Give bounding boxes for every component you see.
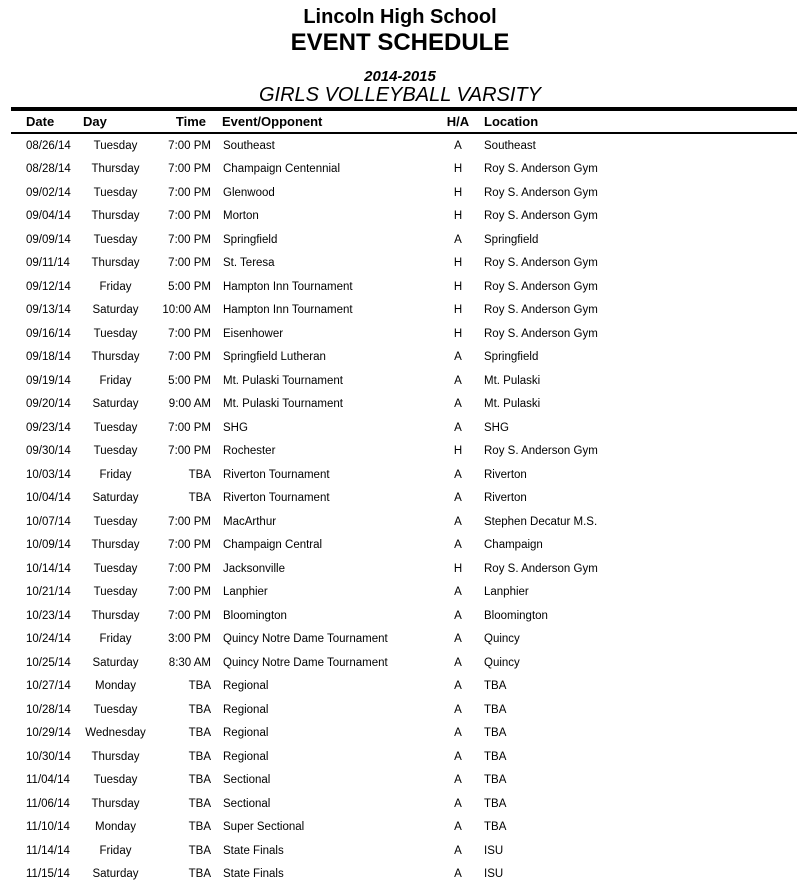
event-cell: Quincy Notre Dame Tournament [223, 656, 388, 669]
event-cell: SHG [223, 421, 248, 434]
home-away-cell: A [454, 797, 462, 810]
day-cell: Tuesday [93, 515, 138, 528]
table-row [0, 722, 800, 746]
location-cell: TBA [484, 680, 507, 693]
day-cell: Tuesday [93, 774, 138, 787]
location-cell: Springfield [484, 351, 539, 364]
time-cell: 7:00 PM [168, 539, 211, 552]
event-cell: Springfield Lutheran [223, 351, 326, 364]
day-cell: Tuesday [93, 327, 138, 340]
day-cell: Thursday [91, 351, 140, 364]
date-cell: 10/21/14 [26, 586, 71, 599]
location-cell: Champaign [484, 539, 543, 552]
day-cell: Tuesday [93, 562, 138, 575]
table-row [0, 134, 800, 158]
location-cell: Roy S. Anderson Gym [484, 163, 598, 176]
day-cell: Saturday [92, 492, 139, 505]
event-cell: Quincy Notre Dame Tournament [223, 633, 388, 646]
home-away-cell: H [453, 257, 463, 270]
date-cell: 10/09/14 [26, 539, 71, 552]
date-cell: 09/04/14 [26, 210, 71, 223]
location-cell: Roy S. Anderson Gym [484, 210, 598, 223]
location-cell: ISU [484, 844, 504, 857]
event-cell: Riverton Tournament [223, 492, 330, 505]
date-cell: 10/30/14 [26, 750, 71, 763]
table-row [0, 228, 800, 252]
event-cell: Sectional [223, 774, 271, 787]
home-away-cell: H [453, 280, 463, 293]
time-cell: 9:00 AM [168, 398, 211, 411]
school-name: Lincoln High School [303, 6, 497, 28]
time-cell: TBA [188, 844, 211, 857]
document-header [0, 0, 800, 105]
day-cell: Wednesday [85, 727, 146, 740]
day-cell: Tuesday [93, 233, 138, 246]
column-header-day: Day [83, 114, 107, 129]
time-cell: TBA [188, 797, 211, 810]
day-cell: Thursday [91, 163, 140, 176]
home-away-cell: A [454, 492, 462, 505]
day-cell: Tuesday [93, 586, 138, 599]
date-cell: 08/26/14 [26, 139, 71, 152]
location-cell: TBA [484, 797, 507, 810]
location-cell: Roy S. Anderson Gym [484, 280, 598, 293]
location-cell: TBA [484, 727, 507, 740]
time-cell: 10:00 AM [162, 304, 211, 317]
home-away-cell: A [454, 421, 462, 434]
event-cell: Springfield [223, 233, 278, 246]
event-cell: Champaign Centennial [223, 163, 340, 176]
time-cell: TBA [188, 774, 211, 787]
home-away-cell: A [454, 609, 462, 622]
time-cell: TBA [188, 727, 211, 740]
day-cell: Tuesday [93, 421, 138, 434]
date-cell: 10/29/14 [26, 727, 71, 740]
season-label: 2014-2015 [364, 68, 436, 85]
home-away-cell: H [453, 562, 463, 575]
table-row [0, 440, 800, 464]
date-cell: 11/15/14 [26, 868, 70, 881]
location-cell: Southeast [484, 139, 536, 152]
location-cell: TBA [484, 821, 507, 834]
table-row [0, 275, 800, 299]
table-row [0, 158, 800, 182]
day-cell: Thursday [91, 750, 140, 763]
time-cell: TBA [188, 750, 211, 763]
home-away-cell: A [454, 656, 462, 669]
table-row [0, 769, 800, 793]
table-row [0, 839, 800, 863]
location-cell: Lanphier [484, 586, 529, 599]
location-cell: Roy S. Anderson Gym [484, 562, 598, 575]
home-away-cell: A [454, 586, 462, 599]
home-away-cell: A [454, 703, 462, 716]
location-cell: Stephen Decatur M.S. [484, 515, 598, 528]
column-header-time: Time [175, 114, 206, 129]
table-row [0, 863, 800, 887]
event-cell: Super Sectional [223, 821, 305, 834]
time-cell: TBA [188, 492, 211, 505]
date-cell: 10/07/14 [26, 515, 71, 528]
event-cell: Mt. Pulaski Tournament [223, 398, 343, 411]
time-cell: 7:00 PM [168, 609, 211, 622]
time-cell: 7:00 PM [168, 139, 211, 152]
date-cell: 10/23/14 [26, 609, 71, 622]
location-cell: Bloomington [484, 609, 548, 622]
event-cell: Bloomington [223, 609, 287, 622]
day-cell: Saturday [92, 868, 139, 881]
location-cell: Riverton [484, 492, 527, 505]
table-row [0, 792, 800, 816]
location-cell: Springfield [484, 233, 539, 246]
date-cell: 10/28/14 [26, 703, 71, 716]
time-cell: 7:00 PM [168, 257, 211, 270]
table-row [0, 534, 800, 558]
home-away-cell: H [453, 186, 463, 199]
home-away-cell: A [454, 233, 462, 246]
home-away-cell: A [454, 398, 462, 411]
home-away-cell: A [454, 727, 462, 740]
date-cell: 11/04/14 [26, 774, 70, 787]
time-cell: 7:00 PM [168, 233, 211, 246]
time-cell: 7:00 PM [168, 327, 211, 340]
home-away-cell: A [454, 515, 462, 528]
home-away-cell: A [454, 351, 462, 364]
home-away-cell: H [453, 163, 463, 176]
event-cell: Morton [223, 210, 259, 223]
column-header-date: Date [26, 114, 55, 129]
table-row [0, 393, 800, 417]
date-cell: 10/04/14 [26, 492, 71, 505]
column-header-home-away: H/A [446, 114, 470, 129]
location-cell: Roy S. Anderson Gym [484, 445, 598, 458]
schedule-rows [0, 134, 800, 886]
date-cell: 09/13/14 [26, 304, 71, 317]
day-cell: Friday [99, 468, 132, 481]
day-cell: Monday [95, 821, 136, 834]
table-row [0, 745, 800, 769]
table-row [0, 181, 800, 205]
day-cell: Thursday [91, 257, 140, 270]
event-cell: Lanphier [223, 586, 268, 599]
time-cell: 7:00 PM [168, 351, 211, 364]
event-cell: Glenwood [223, 186, 275, 199]
home-away-cell: H [453, 327, 463, 340]
date-cell: 09/30/14 [26, 445, 71, 458]
date-cell: 09/19/14 [26, 374, 71, 387]
event-cell: MacArthur [223, 515, 277, 528]
table-row [0, 816, 800, 840]
date-cell: 08/28/14 [26, 163, 71, 176]
home-away-cell: H [453, 304, 463, 317]
location-cell: Roy S. Anderson Gym [484, 304, 598, 317]
table-row [0, 369, 800, 393]
day-cell: Friday [99, 844, 132, 857]
table-row [0, 416, 800, 440]
date-cell: 11/10/14 [26, 821, 70, 834]
location-cell: SHG [484, 421, 509, 434]
table-row [0, 487, 800, 511]
time-cell: 8:30 AM [168, 656, 211, 669]
day-cell: Thursday [91, 609, 140, 622]
time-cell: 7:00 PM [168, 163, 211, 176]
date-cell: 09/02/14 [26, 186, 71, 199]
event-cell: Regional [223, 727, 269, 740]
date-cell: 10/24/14 [26, 633, 71, 646]
home-away-cell: A [454, 844, 462, 857]
time-cell: 7:00 PM [168, 515, 211, 528]
time-cell: TBA [188, 680, 211, 693]
day-cell: Saturday [92, 656, 139, 669]
event-cell: Southeast [223, 139, 275, 152]
date-cell: 10/03/14 [26, 468, 71, 481]
date-cell: 10/27/14 [26, 680, 71, 693]
table-row [0, 651, 800, 675]
time-cell: 7:00 PM [168, 445, 211, 458]
table-row [0, 628, 800, 652]
location-cell: Quincy [484, 656, 520, 669]
date-cell: 09/09/14 [26, 233, 71, 246]
time-cell: 7:00 PM [168, 586, 211, 599]
date-cell: 10/25/14 [26, 656, 71, 669]
table-row [0, 346, 800, 370]
home-away-cell: A [454, 750, 462, 763]
event-cell: Mt. Pulaski Tournament [223, 374, 343, 387]
event-cell: Hampton Inn Tournament [223, 304, 353, 317]
location-cell: ISU [484, 868, 504, 881]
date-cell: 09/12/14 [26, 280, 71, 293]
location-cell: Mt. Pulaski [484, 398, 541, 411]
home-away-cell: A [454, 468, 462, 481]
table-row [0, 581, 800, 605]
time-cell: TBA [188, 868, 211, 881]
table-header-row [0, 111, 800, 132]
day-cell: Friday [99, 633, 132, 646]
home-away-cell: A [454, 374, 462, 387]
table-row [0, 675, 800, 699]
day-cell: Tuesday [93, 703, 138, 716]
event-cell: Jacksonville [223, 562, 285, 575]
day-cell: Thursday [91, 797, 140, 810]
day-cell: Thursday [91, 210, 140, 223]
time-cell: 3:00 PM [168, 633, 211, 646]
home-away-cell: A [454, 139, 462, 152]
day-cell: Tuesday [93, 445, 138, 458]
day-cell: Saturday [92, 398, 139, 411]
location-cell: Riverton [484, 468, 527, 481]
home-away-cell: A [454, 633, 462, 646]
table-row [0, 604, 800, 628]
event-cell: State Finals [223, 868, 284, 881]
time-cell: TBA [188, 703, 211, 716]
time-cell: 7:00 PM [168, 186, 211, 199]
day-cell: Monday [95, 680, 136, 693]
table-row [0, 205, 800, 229]
home-away-cell: A [454, 774, 462, 787]
event-cell: Regional [223, 680, 269, 693]
column-header-location: Location [484, 114, 539, 129]
event-cell: Regional [223, 703, 269, 716]
location-cell: Roy S. Anderson Gym [484, 327, 598, 340]
time-cell: TBA [188, 468, 211, 481]
location-cell: Roy S. Anderson Gym [484, 186, 598, 199]
date-cell: 09/11/14 [26, 257, 70, 270]
event-cell: State Finals [223, 844, 284, 857]
date-cell: 09/23/14 [26, 421, 71, 434]
home-away-cell: A [454, 821, 462, 834]
day-cell: Tuesday [93, 186, 138, 199]
time-cell: 5:00 PM [168, 280, 211, 293]
table-row [0, 510, 800, 534]
table-row [0, 463, 800, 487]
event-cell: St. Teresa [223, 257, 275, 270]
event-cell: Sectional [223, 797, 271, 810]
home-away-cell: A [454, 539, 462, 552]
team-label: GIRLS VOLLEYBALL VARSITY [259, 84, 541, 106]
time-cell: 7:00 PM [168, 421, 211, 434]
day-cell: Tuesday [93, 139, 138, 152]
table-row [0, 252, 800, 276]
event-cell: Eisenhower [223, 327, 284, 340]
column-header-event: Event/Opponent [222, 114, 323, 129]
event-cell: Regional [223, 750, 269, 763]
table-row [0, 557, 800, 581]
time-cell: TBA [188, 821, 211, 834]
location-cell: Quincy [484, 633, 520, 646]
day-cell: Thursday [91, 539, 140, 552]
time-cell: 5:00 PM [168, 374, 211, 387]
table-row [0, 698, 800, 722]
home-away-cell: A [454, 868, 462, 881]
location-cell: TBA [484, 774, 507, 787]
time-cell: 7:00 PM [168, 210, 211, 223]
location-cell: TBA [484, 703, 507, 716]
event-cell: Riverton Tournament [223, 468, 330, 481]
home-away-cell: H [453, 445, 463, 458]
date-cell: 09/20/14 [26, 398, 71, 411]
table-row [0, 322, 800, 346]
date-cell: 09/16/14 [26, 327, 71, 340]
location-cell: Mt. Pulaski [484, 374, 541, 387]
day-cell: Friday [99, 374, 132, 387]
document-title: EVENT SCHEDULE [290, 29, 510, 56]
home-away-cell: H [453, 210, 463, 223]
location-cell: TBA [484, 750, 507, 763]
event-cell: Rochester [223, 445, 276, 458]
date-cell: 10/14/14 [26, 562, 71, 575]
time-cell: 7:00 PM [168, 562, 211, 575]
date-cell: 09/18/14 [26, 351, 71, 364]
home-away-cell: A [454, 680, 462, 693]
date-cell: 11/06/14 [26, 797, 70, 810]
location-cell: Roy S. Anderson Gym [484, 257, 598, 270]
event-cell: Champaign Central [223, 539, 323, 552]
event-cell: Hampton Inn Tournament [223, 280, 353, 293]
day-cell: Saturday [92, 304, 139, 317]
table-row [0, 299, 800, 323]
day-cell: Friday [99, 280, 132, 293]
date-cell: 11/14/14 [26, 844, 70, 857]
